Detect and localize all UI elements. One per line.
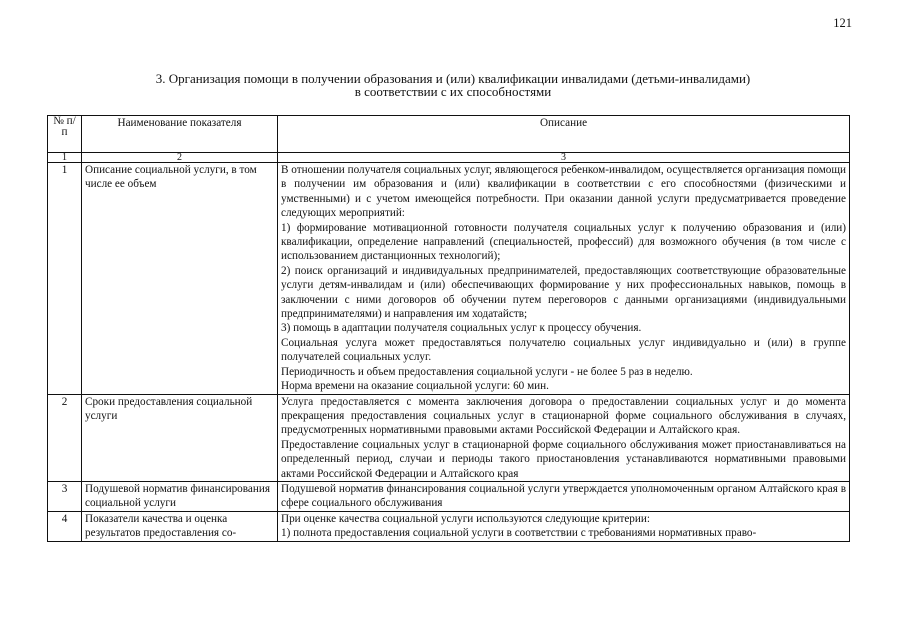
table-row [48, 163, 850, 395]
table-row [48, 481, 850, 511]
row-number: 3 [48, 481, 82, 511]
row-number: 1 [48, 163, 82, 395]
table-row [48, 394, 850, 481]
header-description: Описание [278, 116, 850, 153]
description-paragraph: Норма времени на оказание социальной услуги: 60 мин. [281, 380, 549, 393]
column-number-1: 1 [48, 153, 82, 163]
table-row [48, 511, 850, 541]
description-paragraph: 2) поиск организаций и индивидуальных предпринимателей, предоставляющих соответствующие образовательные услуги детям-инвалидам и (или) обеспечивающих формирование у них профессиональных навыков, помощь в заключении с ними договоров об обучении путем переговоров с данными организациями (индивидуальными предпринимателями) и направления им ходатайств; [281, 264, 846, 321]
header-number: № п/п [48, 116, 82, 153]
row-indicator-name: Сроки предоставления социальной услуги [82, 394, 278, 481]
description-paragraph: При оценке качества социальной услуги используются следующие критерии: [281, 512, 650, 525]
header-indicator-name: Наименование показателя [82, 116, 278, 153]
row-number: 4 [48, 511, 82, 541]
description-paragraph: Предоставление социальных услуг в стационарной форме социального обслуживания может приостанавливаться на определенный период, случаи и периоды такого приостановления устанавливаются нормативными правовыми актами Российской Федерации и Алтайского края [281, 438, 846, 480]
row-description [278, 481, 850, 511]
section-title-line-2: в соответствии с их способностями [354, 84, 552, 99]
row-number: 2 [48, 394, 82, 481]
row-indicator-name: Подушевой норматив финансирования социальной услуги [82, 481, 278, 511]
description-paragraph: Периодичность и объем предоставления социальной услуги - не более 5 раз в неделю. [281, 365, 693, 378]
table-header-row [48, 116, 850, 153]
description-paragraph: 3) помощь в адаптации получателя социальных услуг к процессу обучения. [281, 322, 642, 335]
row-description [278, 511, 850, 541]
row-indicator-name: Показатели качества и оценка результатов предоставления со- [82, 511, 278, 541]
column-number-3: 3 [278, 153, 850, 163]
page-number: 121 [833, 16, 852, 30]
column-numbers-row [48, 153, 850, 163]
description-paragraph: 1) формирование мотивационной готовности получателя социальных услуг к получению образования и (или) квалификации, определение направлений (специальностей, профессий) для возможного обучения (в том числе с использованием дистанционных технологий); [281, 221, 846, 263]
description-paragraph: Услуга предоставляется с момента заключения договора о предоставлении социальных услуг и до момента прекращения предоставления социальных услуг в стационарной форме социального обслуживания в случаях, предусмотренных нормативными правовыми актами Российской Федерации и Алтайского края. [281, 395, 846, 437]
section-title-line-1: 3. Организация помощи в получении образования и (или) квалификации инвалидами (детьми-инвалидами) [155, 71, 751, 86]
column-number-2: 2 [82, 153, 278, 163]
description-paragraph: 1) полнота предоставления социальной услуги в соответствии с требованиями нормативных право- [281, 527, 757, 540]
section-title [40, 72, 866, 98]
row-indicator-name: Описание социальной услуги, в том числе ее объем [82, 163, 278, 395]
description-paragraph: Социальная услуга может предоставляться получателю социальных услуг индивидуально и (или) в группе получателей социальных услуг. [281, 336, 846, 364]
description-paragraph: В отношении получателя социальных услуг, являющегося ребенком-инвалидом, осуществляется организация помощи в получении им образования и (или) квалификации в соответствии с его способностями (физическими и умственными) и с учетом имеющейся потребности. При оказании данной услуги предусматривается проведение следующих мероприятий: [281, 164, 846, 220]
row-description [278, 163, 850, 395]
description-paragraph: Подушевой норматив финансирования социальной услуги утверждается уполномоченным органом Алтайского края в сфере социального обслуживания [281, 482, 846, 510]
service-description-table [47, 115, 850, 542]
row-description [278, 394, 850, 481]
